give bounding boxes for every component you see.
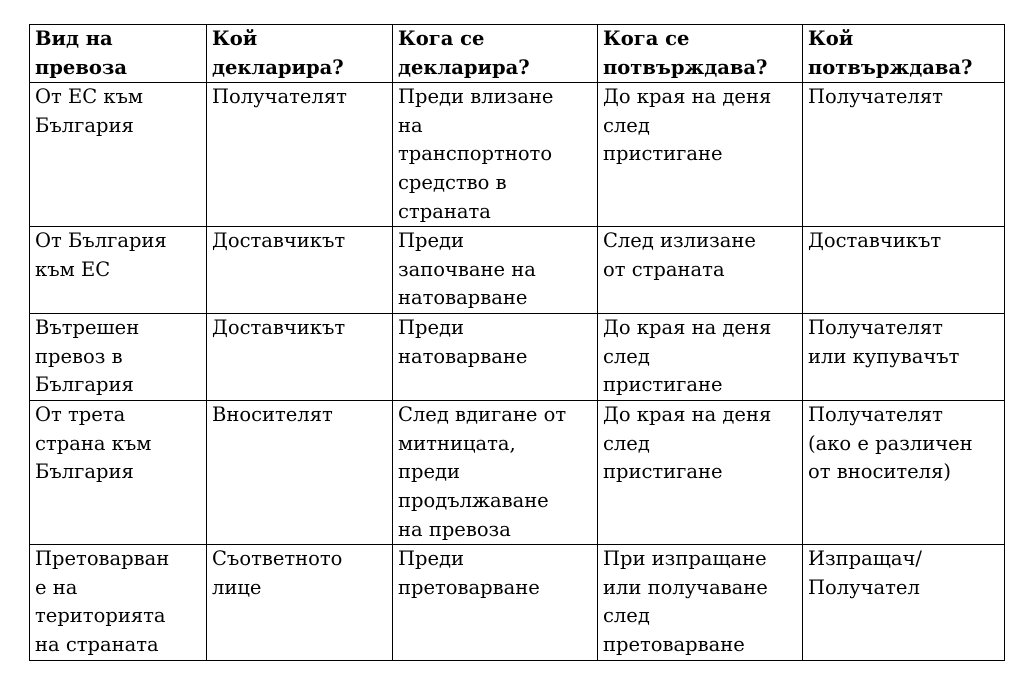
cell-text: Доставчикът xyxy=(808,229,942,253)
cell-text: След вдигане от митницата, преди продължаване на превоза xyxy=(398,403,567,541)
cell-text: Преди започване на натоварване xyxy=(398,229,536,310)
table-cell xyxy=(598,545,803,660)
header-when-confirmed xyxy=(598,25,803,83)
cell-text: Получателят xyxy=(212,85,347,109)
cell-text: От ЕС към България xyxy=(35,85,144,137)
header-label: Кога се декларира? xyxy=(398,27,530,79)
table-cell xyxy=(803,83,1005,227)
table-cell xyxy=(393,83,598,227)
table-row xyxy=(30,227,1005,314)
table-row xyxy=(30,545,1005,660)
table-cell xyxy=(30,227,207,314)
table-row xyxy=(30,83,1005,227)
table-row xyxy=(30,314,1005,401)
cell-text: Вносителят xyxy=(212,403,333,427)
table-cell xyxy=(30,83,207,227)
cell-text: Вътрешен превоз в България xyxy=(35,316,140,397)
table-cell xyxy=(598,83,803,227)
cell-text: След излизане от страната xyxy=(603,229,756,281)
table-header-row xyxy=(30,25,1005,83)
cell-text: Доставчикът xyxy=(212,229,346,253)
transport-declaration-table xyxy=(29,24,1005,661)
cell-text: Съответното лице xyxy=(212,547,343,599)
header-transport-type xyxy=(30,25,207,83)
cell-text: Получателят xyxy=(808,85,943,109)
table-cell xyxy=(393,545,598,660)
cell-text: Преди претоварване xyxy=(398,547,540,599)
cell-text: От трета страна към България xyxy=(35,403,152,484)
header-label: Кой декларира? xyxy=(212,27,344,79)
table-cell xyxy=(30,401,207,545)
cell-text: Получателят или купувачът xyxy=(808,316,960,368)
header-when-declared xyxy=(393,25,598,83)
table-cell xyxy=(30,545,207,660)
table-cell xyxy=(393,314,598,401)
table-cell xyxy=(598,314,803,401)
table-cell xyxy=(393,401,598,545)
table-cell xyxy=(803,314,1005,401)
header-label: Кога се потвърждава? xyxy=(603,27,768,79)
header-who-confirms xyxy=(803,25,1005,83)
cell-text: При изпращане или получаване след претоварване xyxy=(603,547,768,656)
cell-text: До края на деня след пристигане xyxy=(603,403,772,484)
table-cell xyxy=(803,401,1005,545)
cell-text: Претоварван е на територията на страната xyxy=(35,547,170,656)
header-who-declares xyxy=(207,25,393,83)
cell-text: Доставчикът xyxy=(212,316,346,340)
cell-text: До края на деня след пристигане xyxy=(603,85,772,166)
cell-text: До края на деня след пристигане xyxy=(603,316,772,397)
table-cell xyxy=(207,227,393,314)
table-cell xyxy=(207,401,393,545)
cell-text: Преди натоварване xyxy=(398,316,528,368)
table-row xyxy=(30,401,1005,545)
table-cell xyxy=(207,314,393,401)
table-cell xyxy=(803,545,1005,660)
cell-text: От България към ЕС xyxy=(35,229,167,281)
table-cell xyxy=(207,545,393,660)
cell-text: Изпращач/ Получател xyxy=(808,547,922,599)
cell-text: Преди влизане на транспортното средство в страната xyxy=(398,85,554,223)
header-label: Вид на превоза xyxy=(35,27,127,79)
table-cell xyxy=(393,227,598,314)
cell-text: Получателят (ако е различен от вносителя) xyxy=(808,403,973,484)
table-cell xyxy=(598,227,803,314)
table-cell xyxy=(30,314,207,401)
table-cell xyxy=(598,401,803,545)
table-cell xyxy=(207,83,393,227)
table-cell xyxy=(803,227,1005,314)
header-label: Кой потвърждава? xyxy=(808,27,973,79)
